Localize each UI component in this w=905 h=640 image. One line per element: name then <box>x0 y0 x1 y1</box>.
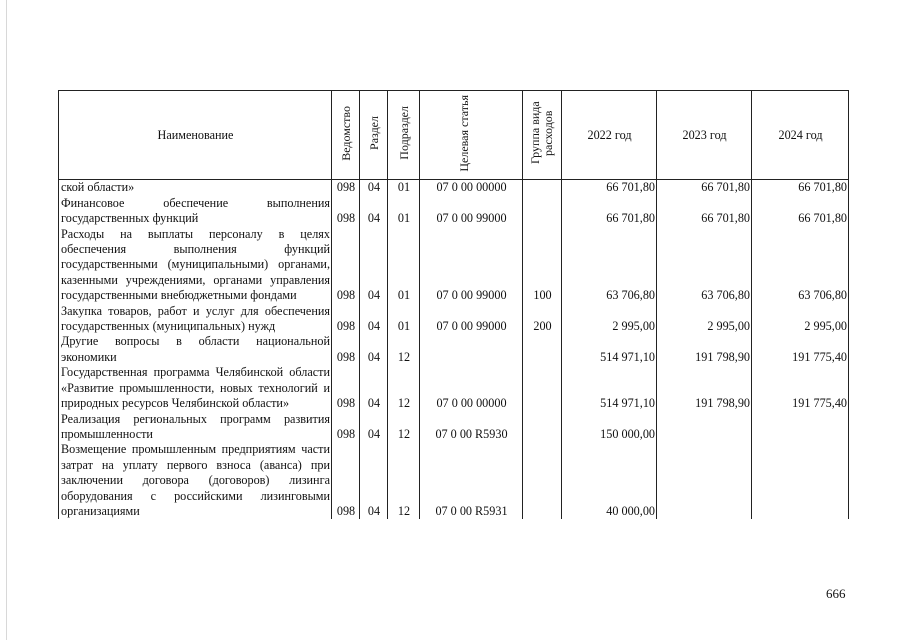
cell-2024 <box>752 412 849 443</box>
cell-celevaya-statya: 07 0 00 99000 <box>420 227 523 304</box>
cell-gruppa-vida-rashodov <box>523 442 562 519</box>
cell-name: Реализация региональных программ развития промышленности <box>59 412 332 443</box>
scan-edge-line <box>6 0 7 640</box>
header-celevaya-statya: Целевая статья <box>420 91 523 180</box>
cell-podrazdel: 01 <box>388 180 420 196</box>
cell-2022: 514 971,10 <box>562 334 657 365</box>
cell-razdel: 04 <box>360 196 388 227</box>
cell-name: Возмещение промышленным предприятиям части затрат на уплату первого взноса (аванса) при заключении договора (договоров) лизинга оборудования с российскими лизинговыми организациями <box>59 442 332 519</box>
header-gruppa-vida-rashodov: Группа вида расходов <box>523 91 562 180</box>
cell-2024: 2 995,00 <box>752 304 849 335</box>
cell-name: Другие вопросы в области национальной экономики <box>59 334 332 365</box>
cell-podrazdel: 01 <box>388 196 420 227</box>
cell-razdel: 04 <box>360 227 388 304</box>
cell-vedomstvo: 098 <box>332 304 360 335</box>
table-row <box>59 196 849 227</box>
cell-gruppa-vida-rashodov <box>523 196 562 227</box>
cell-2023: 191 798,90 <box>657 334 752 365</box>
table-row <box>59 304 849 335</box>
cell-name: Государственная программа Челябинской области «Развитие промышленности, новых технологий и природных ресурсов Челябинской области» <box>59 365 332 411</box>
cell-2023 <box>657 412 752 443</box>
cell-podrazdel: 01 <box>388 304 420 335</box>
cell-gruppa-vida-rashodov <box>523 334 562 365</box>
cell-2023 <box>657 442 752 519</box>
cell-gruppa-vida-rashodov <box>523 365 562 411</box>
cell-vedomstvo: 098 <box>332 442 360 519</box>
cell-podrazdel: 12 <box>388 442 420 519</box>
cell-vedomstvo: 098 <box>332 365 360 411</box>
cell-gruppa-vida-rashodov <box>523 180 562 196</box>
cell-vedomstvo: 098 <box>332 196 360 227</box>
cell-2023: 191 798,90 <box>657 365 752 411</box>
cell-gruppa-vida-rashodov: 200 <box>523 304 562 335</box>
cell-2023: 63 706,80 <box>657 227 752 304</box>
cell-celevaya-statya: 07 0 00 00000 <box>420 180 523 196</box>
header-razdel: Раздел <box>360 91 388 180</box>
cell-podrazdel: 01 <box>388 227 420 304</box>
table-row <box>59 442 849 519</box>
header-podrazdel: Подраздел <box>388 91 420 180</box>
cell-2022: 66 701,80 <box>562 180 657 196</box>
cell-gruppa-vida-rashodov: 100 <box>523 227 562 304</box>
table-row <box>59 412 849 443</box>
cell-razdel: 04 <box>360 180 388 196</box>
table-row <box>59 334 849 365</box>
header-2023: 2023 год <box>657 91 752 180</box>
cell-gruppa-vida-rashodov <box>523 412 562 443</box>
cell-podrazdel: 12 <box>388 334 420 365</box>
page-number: 666 <box>826 586 846 601</box>
cell-2022: 2 995,00 <box>562 304 657 335</box>
cell-vedomstvo: 098 <box>332 227 360 304</box>
cell-2023: 2 995,00 <box>657 304 752 335</box>
cell-2024: 191 775,40 <box>752 365 849 411</box>
cell-2024: 63 706,80 <box>752 227 849 304</box>
cell-vedomstvo: 098 <box>332 180 360 196</box>
cell-podrazdel: 12 <box>388 365 420 411</box>
cell-razdel: 04 <box>360 412 388 443</box>
table-header-row <box>59 91 849 180</box>
cell-celevaya-statya: 07 0 00 R5931 <box>420 442 523 519</box>
table-row <box>59 180 849 196</box>
cell-2022: 150 000,00 <box>562 412 657 443</box>
table-row <box>59 227 849 304</box>
cell-vedomstvo: 098 <box>332 412 360 443</box>
cell-celevaya-statya: 07 0 00 99000 <box>420 196 523 227</box>
cell-razdel: 04 <box>360 442 388 519</box>
table-row <box>59 365 849 411</box>
cell-celevaya-statya: 07 0 00 99000 <box>420 304 523 335</box>
cell-2024 <box>752 442 849 519</box>
cell-2024: 66 701,80 <box>752 196 849 227</box>
cell-name: ской области» <box>59 180 332 196</box>
cell-razdel: 04 <box>360 304 388 335</box>
cell-2022: 63 706,80 <box>562 227 657 304</box>
cell-name: Расходы на выплаты персоналу в целях обеспечения выполнения функций государственными (муниципальными) органами, казенными учреждениями, органами управления государственными внебюджетными фондами <box>59 227 332 304</box>
header-name: Наименование <box>59 91 332 180</box>
cell-2022: 40 000,00 <box>562 442 657 519</box>
cell-celevaya-statya: 07 0 00 00000 <box>420 365 523 411</box>
cell-vedomstvo: 098 <box>332 334 360 365</box>
cell-2024: 66 701,80 <box>752 180 849 196</box>
cell-2023: 66 701,80 <box>657 196 752 227</box>
cell-celevaya-statya: 07 0 00 R5930 <box>420 412 523 443</box>
cell-2023: 66 701,80 <box>657 180 752 196</box>
cell-celevaya-statya <box>420 334 523 365</box>
cell-podrazdel: 12 <box>388 412 420 443</box>
cell-name: Финансовое обеспечение выполнения государственных функций <box>59 196 332 227</box>
cell-razdel: 04 <box>360 334 388 365</box>
header-2024: 2024 год <box>752 91 849 180</box>
cell-razdel: 04 <box>360 365 388 411</box>
cell-2022: 514 971,10 <box>562 365 657 411</box>
cell-2024: 191 775,40 <box>752 334 849 365</box>
budget-table <box>58 90 849 519</box>
cell-2022: 66 701,80 <box>562 196 657 227</box>
header-2022: 2022 год <box>562 91 657 180</box>
header-vedomstvo: Ведомство <box>332 91 360 180</box>
cell-name: Закупка товаров, работ и услуг для обеспечения государственных (муниципальных) нужд <box>59 304 332 335</box>
